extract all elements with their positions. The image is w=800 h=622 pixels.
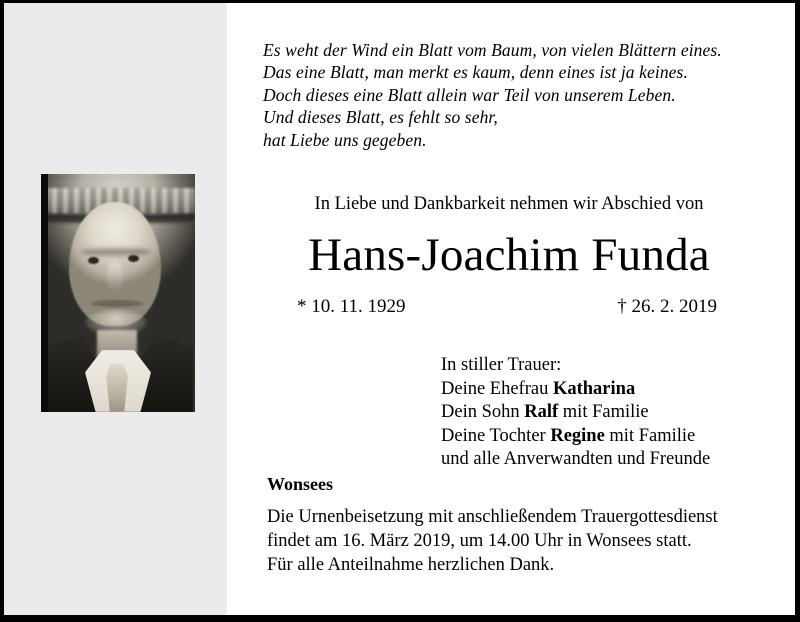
deceased-name: Hans-Joachim Funda <box>308 229 710 281</box>
memorial-poem <box>263 39 722 151</box>
poem-line: hat Liebe uns gegeben. <box>263 129 427 150</box>
portrait-mouth <box>91 300 143 307</box>
mourner-relation: Deine Tochter <box>441 425 551 446</box>
mourner-line <box>441 378 710 402</box>
mourner-name: Katharina <box>552 378 636 399</box>
left-gray-panel <box>4 3 227 615</box>
life-dates-row <box>297 295 717 319</box>
funeral-service-details <box>267 506 718 577</box>
mourner-suffix: mit Familie <box>558 402 649 423</box>
service-line: findet am 16. März 2019, um 14.00 Uhr in Wonsees statt. <box>267 530 692 551</box>
portrait-chin <box>85 310 147 336</box>
portrait-brow <box>81 248 151 256</box>
service-line: Für alle Anteilnahme herzlichen Dank. <box>267 554 555 575</box>
death-date: † 26. 2. 2019 <box>617 296 717 317</box>
service-line: Die Urnenbeisetzung mit anschließendem Trauergottesdienst <box>267 507 718 527</box>
notice-content <box>263 3 795 615</box>
mourner-name: Regine <box>550 425 605 446</box>
poem-line: Und dieses Blatt, es fehlt so sehr, <box>263 107 498 128</box>
portrait-photo <box>41 174 195 412</box>
poem-line: Das eine Blatt, man merkt es kaum, denn eines ist ja keines. <box>263 62 688 83</box>
mourner-relation: Dein Sohn <box>441 402 525 423</box>
poem-line: Doch dieses eine Blatt allein war Teil von unserem Leben. <box>263 84 676 105</box>
mourner-name: Ralf <box>524 402 559 423</box>
mourner-line <box>441 401 710 425</box>
portrait-nose <box>107 262 123 292</box>
mourners-block <box>441 354 710 472</box>
mourner-relation: und alle Anverwandten und Freunde <box>441 449 711 470</box>
portrait-eye-left <box>88 257 99 264</box>
farewell-intro-line: In Liebe und Dankbarkeit nehmen wir Abschied von <box>314 194 704 214</box>
portrait-edge-stripe <box>41 174 48 412</box>
portrait-eye-right <box>128 255 139 262</box>
mourner-line <box>441 448 710 472</box>
place-name: Wonsees <box>267 474 334 494</box>
mourner-suffix: mit Familie <box>604 425 696 446</box>
birth-date: * 10. 11. 1929 <box>297 296 406 317</box>
mourner-relation: Deine Ehefrau <box>441 378 553 399</box>
poem-line: Es weht der Wind ein Blatt vom Baum, von vielen Blättern eines. <box>263 40 722 60</box>
mourner-line <box>441 425 710 449</box>
mourners-heading: In stiller Trauer: <box>441 355 562 375</box>
